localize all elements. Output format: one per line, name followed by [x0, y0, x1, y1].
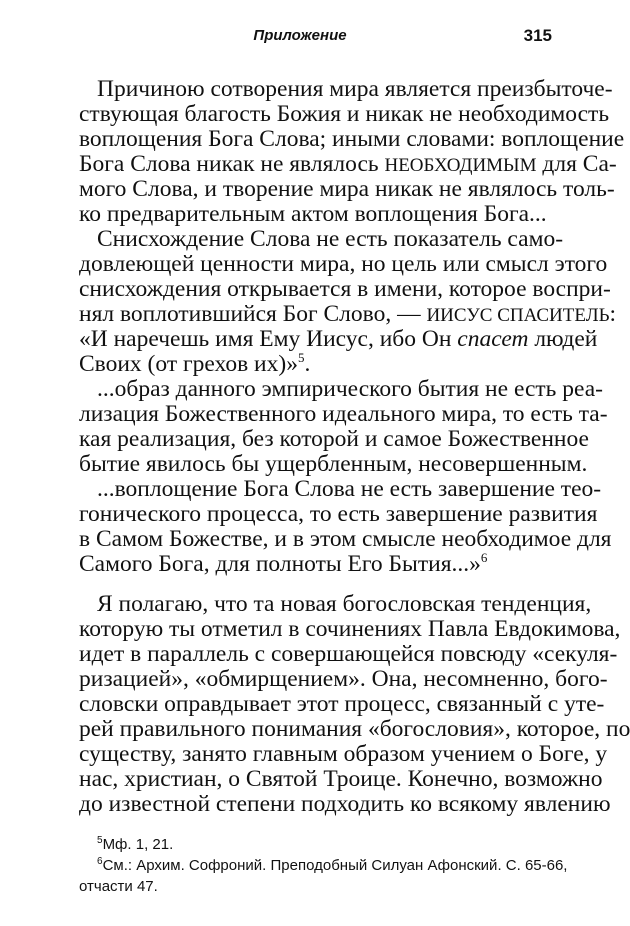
footnote-6-continuation: отчасти 47.	[79, 878, 158, 895]
text-line: Бога Слова никак не являлось НЕОБХОДИМЫМ для Са-	[79, 151, 617, 177]
caps-word: НЕОБХОДИМЫМ	[384, 155, 537, 176]
footnote-5	[97, 834, 552, 855]
text-line: кая реализация, без которой и самое Божественное	[79, 426, 589, 452]
text-line: мого Слова, и творение мира никак не являлось толь-	[79, 176, 615, 202]
caps-phrase: ИИСУС СПАСИТЕЛЬ	[426, 305, 610, 326]
text-line: снисхождения открывается в имени, которое воспри-	[79, 276, 611, 302]
running-title: Приложение	[253, 27, 347, 44]
text-line: нял воплотившийся Бог Слово, — ИИСУС СПАСИТЕЛЬ:	[79, 301, 617, 327]
text-line: Снисхождение Слова не есть показатель само-	[97, 226, 564, 252]
text-line: ...образ данного эмпирического бытия не есть реа-	[97, 376, 603, 402]
text-line: гонического процесса, то есть завершение развития	[79, 501, 598, 527]
text-line: существу, занято главным образом учением о Боге, у	[79, 741, 608, 767]
text-line: которую ты отметил в сочинениях Павла Евдокимова,	[79, 616, 621, 642]
text-line: ко предварительным актом воплощения Бога...	[79, 201, 547, 227]
footnote-text: Мф. 1, 21.	[102, 836, 174, 853]
text-line: ствующая благость Божия и никак не необходимость	[79, 101, 610, 127]
text-line: Своих (от грехов их)»$^5$.	[79, 350, 311, 377]
text-line: «И наречешь имя Ему Иисус, ибо Он спасет людей	[79, 326, 598, 352]
text-line: бытие явилось бы ущербленным, несовершенным.	[79, 451, 588, 477]
text-line: ризацией», «обмирщением». Она, несомненно, бого-	[79, 666, 608, 692]
text-line: в Самом Божестве, и в этом смысле необходимое для	[79, 526, 612, 552]
text-line: довлеющей ценности мира, но цель или смысл этого	[79, 251, 608, 277]
text-line: лизация Божественного идеального мира, то есть та-	[79, 401, 608, 427]
running-header	[0, 27, 600, 51]
footnote-mark: 6	[97, 856, 103, 867]
text-line: Я полагаю, что та новая богословская тенденция,	[97, 591, 592, 617]
text-line: воплощения Бога Слова; иными словами: воплощение	[79, 126, 625, 152]
text-line: ...воплощение Бога Слова не есть завершение тео-	[97, 476, 602, 502]
footnote-ref-6[interactable]: 6	[480, 550, 488, 566]
italic-word: спасет	[457, 326, 529, 352]
text-line: Самого Бога, для полноты Его Бытия...»$^6$	[79, 550, 488, 577]
text-line: Причиною сотворения мира является преизбыточе-	[97, 76, 613, 102]
page-number: 315	[523, 26, 552, 45]
footnote-ref-5[interactable]: 5	[297, 350, 305, 366]
text-line: нас, христиан, о Святой Троице. Конечно, возможно	[79, 766, 603, 792]
footnote-6	[97, 855, 568, 876]
text-line: идет в параллель с совершающейся повсюду «секуля-	[79, 641, 618, 667]
text-line: до известной степени подходить ко всякому явлению	[79, 791, 611, 817]
text-line: рей правильного понимания «богословия», которое, по	[79, 716, 630, 742]
footnote-mark: 5	[97, 835, 103, 846]
text-line: словски оправдывает этот процесс, связанный с утe-	[79, 691, 605, 717]
footnote-text: См.: Архим. Софроний. Преподобный Силуан Афонский. С. 65-66,	[102, 857, 568, 874]
